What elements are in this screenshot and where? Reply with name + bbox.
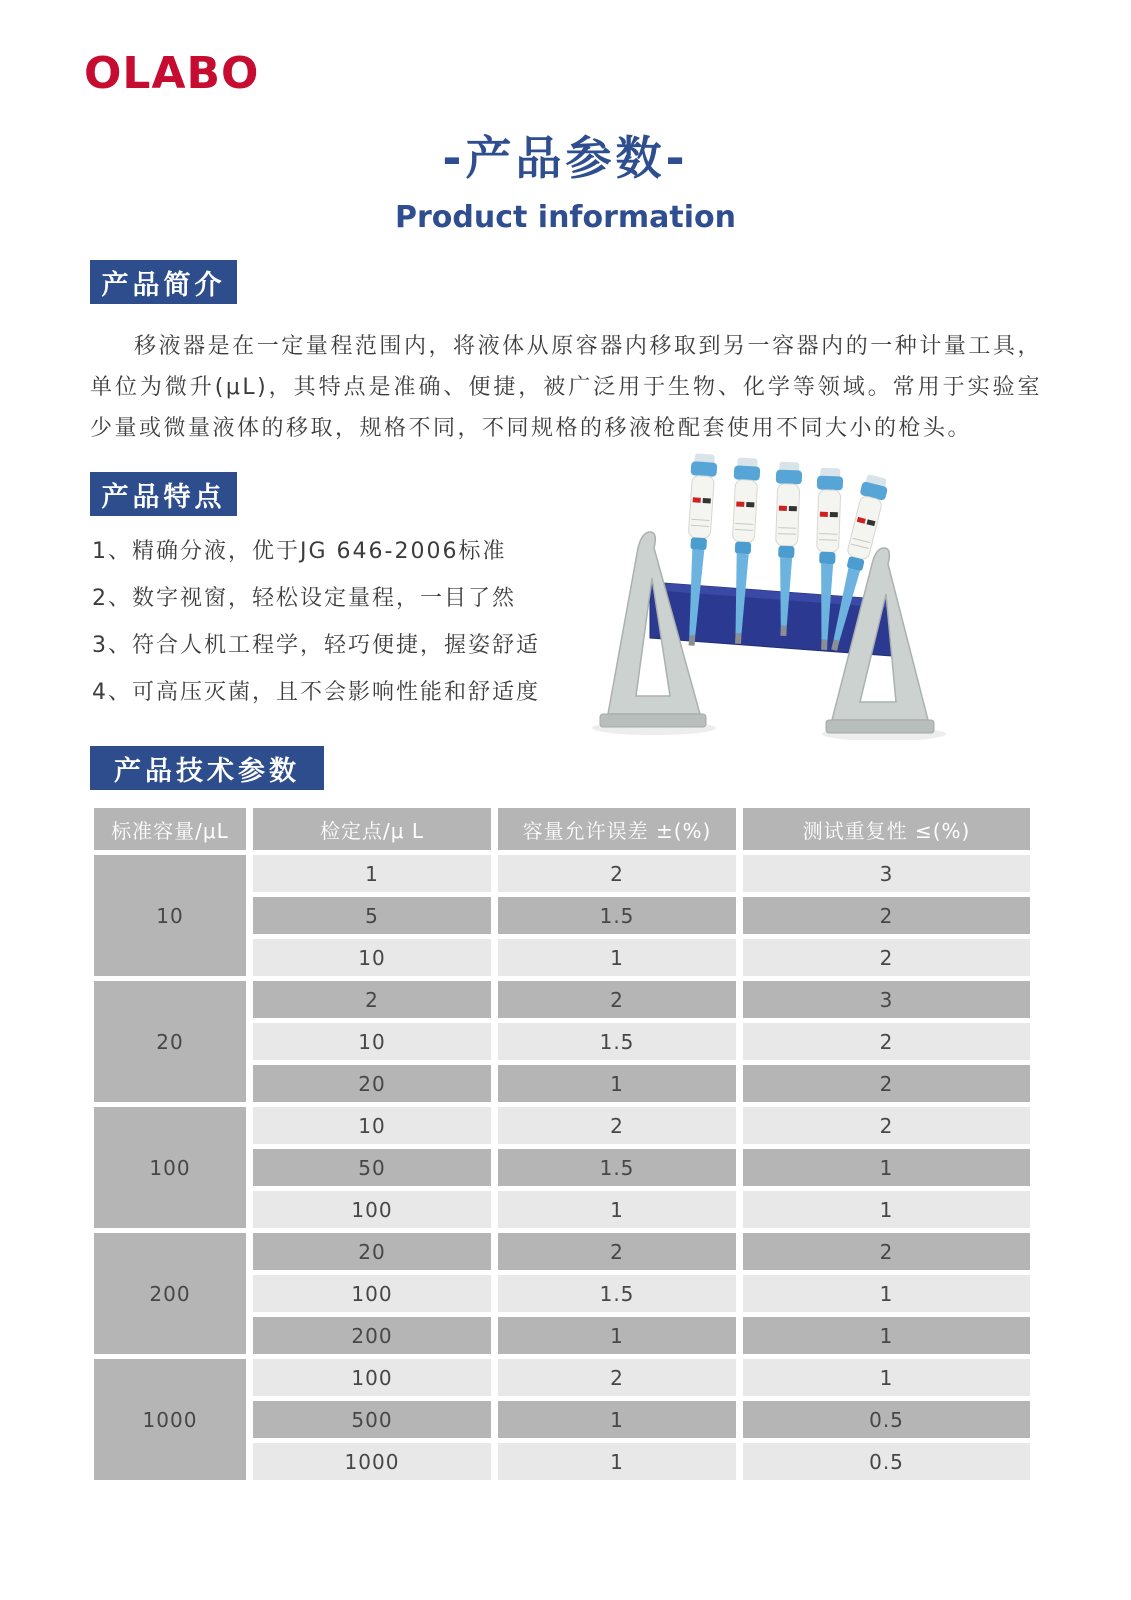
table-cell: 2 — [743, 1233, 1030, 1270]
table-cell: 0.5 — [743, 1401, 1030, 1438]
feature-list — [92, 528, 612, 716]
table-cell: 100 — [253, 1275, 491, 1312]
table-cell: 1 — [253, 855, 491, 892]
table-header-cell: 检定点/μ L — [253, 808, 491, 850]
table-cell: 1000 — [253, 1443, 491, 1480]
pipettes-on-rack-illustration — [592, 428, 948, 740]
table-cell: 20 — [253, 1233, 491, 1270]
table-cell: 100 — [253, 1359, 491, 1396]
table-header-cell: 标准容量/μL — [94, 808, 246, 850]
table-cell: 10 — [253, 1107, 491, 1144]
feature-item: 4、可高压灭菌，且不会影响性能和舒适度 — [92, 680, 540, 705]
table-cell: 1 — [498, 1317, 736, 1354]
table-cell: 1.5 — [498, 1023, 736, 1060]
table-cell: 2 — [743, 1107, 1030, 1144]
table-capacity-cell: 100 — [94, 1107, 246, 1228]
table-cell: 1 — [743, 1149, 1030, 1186]
table-cell: 2 — [498, 1359, 736, 1396]
table-cell: 200 — [253, 1317, 491, 1354]
table-capacity-cell: 10 — [94, 855, 246, 976]
table-cell: 3 — [743, 981, 1030, 1018]
table-cell: 100 — [253, 1191, 491, 1228]
table-cell: 1 — [498, 1443, 736, 1480]
title-block — [0, 122, 1131, 235]
olabo-logo: OLABO — [84, 48, 260, 99]
table-cell: 1 — [498, 939, 736, 976]
table-cell: 2 — [743, 1065, 1030, 1102]
table-cell: 2 — [743, 897, 1030, 934]
table-cell: 1 — [498, 1065, 736, 1102]
intro-paragraph: 移液器是在一定量程范围内，将液体从原容器内移取到另一容器内的一种计量工具，单位为微升(μL)，其特点是准确、便捷，被广泛用于生物、化学等领域。常用于实验室少量或微量液体的移取，规格不同，不同规格的移液枪配套使用不同大小的枪头。 — [90, 334, 1042, 441]
section-heading-specs: 产品技术参数 — [90, 746, 324, 790]
table-cell: 10 — [253, 939, 491, 976]
table-cell: 2 — [253, 981, 491, 1018]
table-capacity-cell: 200 — [94, 1233, 246, 1354]
table-cell: 0.5 — [743, 1443, 1030, 1480]
page-subtitle: Product information — [395, 200, 736, 235]
table-cell: 2 — [498, 1233, 736, 1270]
table-cell: 10 — [253, 1023, 491, 1060]
table-cell: 1.5 — [498, 1275, 736, 1312]
table-cell: 1.5 — [498, 1149, 736, 1186]
table-cell: 1 — [743, 1317, 1030, 1354]
table-cell: 2 — [498, 1107, 736, 1144]
table-cell: 1.5 — [498, 897, 736, 934]
table-cell: 50 — [253, 1149, 491, 1186]
page-title: -产品参数- — [442, 131, 689, 185]
table-cell: 1 — [743, 1359, 1030, 1396]
table-header-cell: 测试重复性 ≤(%) — [743, 808, 1030, 850]
table-cell: 1 — [743, 1191, 1030, 1228]
feature-item: 3、符合人机工程学，轻巧便捷，握姿舒适 — [92, 633, 540, 658]
table-cell: 2 — [743, 939, 1030, 976]
table-cell: 2 — [743, 1023, 1030, 1060]
feature-item: 1、精确分液，优于JG 646-2006标准 — [92, 539, 507, 564]
specs-table — [94, 808, 1030, 1480]
section-heading-intro: 产品简介 — [90, 260, 237, 304]
feature-item: 2、数字视窗，轻松设定量程，一目了然 — [92, 586, 516, 611]
table-capacity-cell: 20 — [94, 981, 246, 1102]
table-header-cell: 容量允许误差 ±(%) — [498, 808, 736, 850]
table-cell: 2 — [498, 981, 736, 1018]
table-capacity-cell: 1000 — [94, 1359, 246, 1480]
table-cell: 2 — [498, 855, 736, 892]
table-cell: 1 — [498, 1401, 736, 1438]
table-cell: 1 — [743, 1275, 1030, 1312]
table-cell: 20 — [253, 1065, 491, 1102]
table-cell: 3 — [743, 855, 1030, 892]
table-cell: 500 — [253, 1401, 491, 1438]
section-heading-features: 产品特点 — [90, 472, 237, 516]
table-cell: 1 — [498, 1191, 736, 1228]
product-image — [592, 428, 948, 740]
table-cell: 5 — [253, 897, 491, 934]
